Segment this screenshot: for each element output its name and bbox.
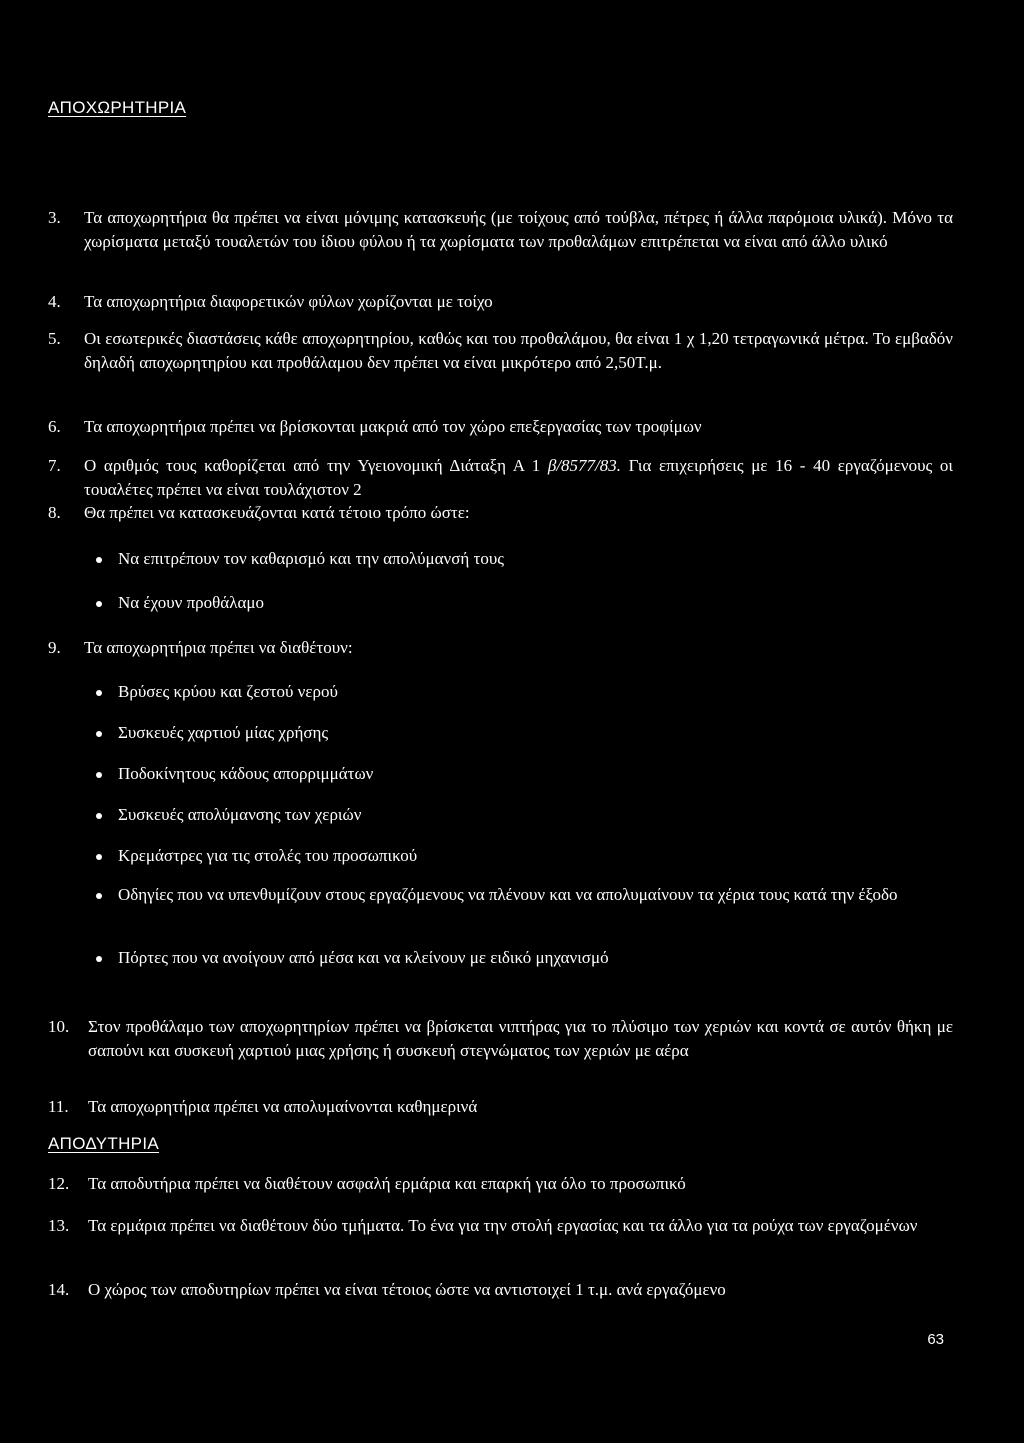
bullet-item xyxy=(96,721,956,745)
list-item-9 xyxy=(48,636,953,660)
bullet-item xyxy=(96,680,956,704)
bullet-text: Βρύσες κρύου και ζεστού νερού xyxy=(118,682,338,701)
list-item-13 xyxy=(48,1214,953,1238)
bullet-item xyxy=(96,547,956,571)
bullet-item xyxy=(96,946,956,970)
item-number: 10. xyxy=(48,1017,70,1036)
bullet-icon xyxy=(96,690,102,696)
bullet-item xyxy=(96,883,956,907)
list-item-3 xyxy=(48,206,953,254)
bullet-item xyxy=(96,591,956,615)
bullet-icon xyxy=(96,772,102,778)
ordinance-reference: β/8577/83. xyxy=(547,456,622,475)
list-item-11 xyxy=(48,1095,953,1119)
item-text: Τα αποδυτήρια πρέπει να διαθέτουν ασφαλή ερμάρια και επαρκή για όλο το προσωπικό xyxy=(88,1174,686,1193)
item-text: Οι εσωτερικές διαστάσεις κάθε αποχωρητηρίου, καθώς και του προθαλάμου, θα είναι 1 χ 1,20 τετραγωνικά μέτρα. Το εμβαδόν δηλαδή αποχωρητηρίου και προθάλαμου δεν πρέπει να είναι μικρότερο από 2,50Τ.μ. xyxy=(84,329,953,372)
bullet-icon xyxy=(96,893,102,899)
item-text: Στον προθάλαμο των αποχωρητηρίων πρέπει να βρίσκεται νιπτήρας για το πλύσιμο των χεριών και κοντά σε αυτόν θήκη με σαπούνι και συσκευή χαρτιού μιας χρήσης ή συσκευή στεγνώματος των χεριών με αέρα xyxy=(88,1017,953,1060)
bullet-item xyxy=(96,762,956,786)
item-text: Θα πρέπει να κατασκευάζονται κατά τέτοιο τρόπο ώστε: xyxy=(84,503,470,522)
page-number: 63 xyxy=(927,1331,944,1348)
item-number: 8. xyxy=(48,503,61,522)
bullet-item xyxy=(96,844,956,868)
item-number: 5. xyxy=(48,329,61,348)
list-item-6 xyxy=(48,415,953,439)
item-number: 14. xyxy=(48,1280,70,1299)
item-number: 11. xyxy=(48,1097,69,1116)
bullet-icon xyxy=(96,813,102,819)
item-number: 9. xyxy=(48,638,61,657)
bullet-text: Συσκευές απολύμανσης των χεριών xyxy=(118,805,362,824)
bullet-icon xyxy=(96,731,102,737)
item-number: 4. xyxy=(48,292,61,311)
item-number: 6. xyxy=(48,417,61,436)
bullet-icon xyxy=(96,557,102,563)
item-text: Τα ερμάρια πρέπει να διαθέτουν δύο τμήματα. Το ένα για την στολή εργασίας και τα άλλο για τα ρούχα των εργαζομένων xyxy=(88,1216,918,1235)
item-text xyxy=(48,454,953,502)
item-text-part: Για επιχειρήσεις με 16 - 40 εργαζόμενους οι τουαλέτες πρέπει να είναι τουλάχιστον 2 xyxy=(84,456,953,499)
item-text: Ο χώρος των αποδυτηρίων πρέπει να είναι τέτοιος ώστε να αντιστοιχεί 1 τ.μ. ανά εργαζόμενο xyxy=(88,1280,726,1299)
bullet-text: Κρεμάστρες για τις στολές του προσωπικού xyxy=(118,846,418,865)
item-text: Τα αποχωρητήρια πρέπει να διαθέτουν: xyxy=(84,638,353,657)
list-item-10 xyxy=(48,1015,953,1063)
bullet-text: Να έχουν προθάλαμο xyxy=(118,593,264,612)
list-item-14 xyxy=(48,1278,953,1302)
bullet-icon xyxy=(96,956,102,962)
section-heading-toilets: ΑΠΟΧΩΡΗΤΗΡΙΑ xyxy=(48,98,187,117)
list-item-12 xyxy=(48,1172,953,1196)
bullet-text: Πόρτες που να ανοίγουν από μέσα και να κλείνουν με ειδικό μηχανισμό xyxy=(118,948,609,967)
list-item-8 xyxy=(48,501,953,525)
bullet-icon xyxy=(96,854,102,860)
item-text: Τα αποχωρητήρια πρέπει να βρίσκονται μακριά από τον χώρο επεξεργασίας των τροφίμων xyxy=(84,417,702,436)
list-item-4 xyxy=(48,290,953,314)
section-heading-changing-rooms: ΑΠΟΔΥΤΗΡΙΑ xyxy=(48,1134,159,1153)
item-number: 7. xyxy=(48,456,61,475)
item-number: 13. xyxy=(48,1216,70,1235)
bullet-text: Συσκευές χαρτιού μίας χρήσης xyxy=(118,723,329,742)
list-item-5 xyxy=(48,327,953,375)
bullet-icon xyxy=(96,601,102,607)
item-number: 3. xyxy=(48,208,61,227)
bullet-text: Ποδοκίνητους κάδους απορριμμάτων xyxy=(118,764,374,783)
item-text: Τα αποχωρητήρια θα πρέπει να είναι μόνιμης κατασκευής (με τοίχους από τούβλα, πέτρες ή άλλα παρόμοια υλικά). Μόνο τα χωρίσματα μεταξύ τουαλετών του ίδιου φύλου ή τα χωρίσματα των προθαλάμων επιτρέπεται να είναι από άλλο υλικό xyxy=(84,208,953,251)
list-item-7 xyxy=(48,454,953,502)
item-text: Τα αποχωρητήρια διαφορετικών φύλων χωρίζονται με τοίχο xyxy=(84,292,493,311)
bullet-text: Να επιτρέπουν τον καθαρισμό και την απολύμανσή τους xyxy=(118,549,504,568)
item-text: Τα αποχωρητήρια πρέπει να απολυμαίνονται καθημερινά xyxy=(88,1097,478,1116)
item-text-part: Ο αριθμός τους καθορίζεται από την Υγειονομική Διάταξη Α 1 xyxy=(84,456,548,475)
item-number: 12. xyxy=(48,1174,70,1193)
bullet-text: Οδηγίες που να υπενθυμίζουν στους εργαζόμενους να πλένουν και να απολυμαίνουν τα χέρια τους κατά την έξοδο xyxy=(118,885,898,904)
bullet-item xyxy=(96,803,956,827)
